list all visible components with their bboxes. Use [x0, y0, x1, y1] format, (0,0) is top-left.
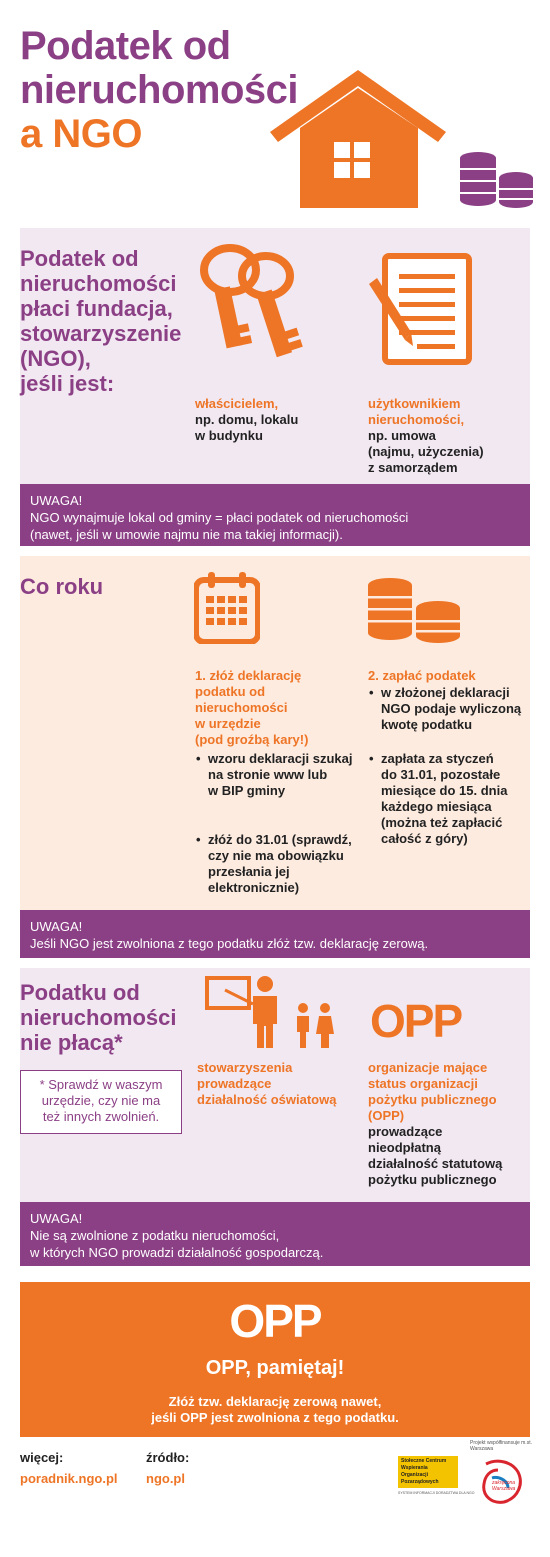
title-line-2: nieruchomości — [20, 68, 299, 112]
children-icon — [297, 1003, 334, 1048]
opp-reminder-banner — [20, 1282, 530, 1437]
more-label: więcej: — [20, 1450, 64, 1465]
section3-heading: Podatku od nieruchomości nie płacą* — [20, 980, 177, 1055]
more-link[interactable]: poradnik.ngo.pl — [20, 1471, 118, 1486]
source-label: źródło: — [146, 1450, 190, 1465]
opp-caption: organizacje mające status organizacji pożytku publicznego (OPP) prowadzące nieodpłatną działalność statutową pożytku publicznego — [368, 1060, 503, 1187]
section2-heading: Co roku — [20, 574, 104, 599]
step2-bullets-2 — [368, 751, 507, 847]
uwaga-box-3: UWAGA! Nie są zwolnione z podatku nieruchomości, w których NGO prowadzi działalność gospodarczą. — [20, 1202, 530, 1266]
warszawa-logo: zakręcona Warszawa — [478, 1458, 528, 1506]
calendar-icon — [194, 572, 260, 644]
edu-caption: stowarzyszenia prowadzące działalność oświatową — [197, 1060, 337, 1107]
step2-title: 2. zapłać podatek — [368, 668, 476, 683]
title-line-3: a NGO — [20, 112, 142, 156]
step1-bullets-2 — [195, 832, 352, 896]
section1-heading: Podatek od nieruchomości płaci fundacja, stowarzyszenie (NGO), jeśli jest: — [20, 246, 182, 396]
banner-text: Złóż tzw. deklarację zerową nawet, jeśli OPP jest zwolniona z tego podatku. — [151, 1394, 399, 1425]
banner-opp-logo: OPP — [229, 1295, 321, 1347]
list-item: • złóż do 31.01 (sprawdź, czy nie ma obowiązku przesłania jej elektronicznie) — [195, 832, 352, 896]
list-item: • wzoru deklaracji szukaj na stronie www lub w BIP gminy — [195, 751, 353, 799]
list-item: • zapłata za styczeń do 31.01, pozostałe miesiące do 15. dnia każdego miesiąca (można też zapłacić całość z góry) — [368, 751, 507, 847]
house-icon — [270, 70, 450, 210]
more-info — [20, 1450, 118, 1486]
source-link[interactable]: ngo.pl — [146, 1471, 185, 1486]
title-line-1: Podatek od — [20, 24, 231, 68]
coin-stack-icon — [366, 576, 462, 646]
keys-icon — [196, 240, 306, 375]
banner-headline: OPP, pamiętaj! — [205, 1357, 345, 1379]
step1-bullets — [195, 751, 353, 799]
uwaga-box-1: UWAGA! NGO wynajmuje lokal od gminy = płaci podatek od nieruchomości (nawet, jeśli w umowie najmu nie ma takiej informacji). — [20, 484, 530, 546]
page-title — [20, 24, 298, 156]
cofinance-note: Projekt współfinansuje m.st. Warszawa — [470, 1440, 532, 1452]
owner-caption: właścicielem, np. domu, lokalu w budynku — [195, 396, 299, 443]
source-info — [146, 1450, 189, 1486]
user-caption: użytkownikiem nieruchomości, np. umowa (najmu, użyczenia) z samorządem — [368, 396, 484, 475]
teacher-icon — [205, 974, 337, 1050]
check-office-note: * Sprawdź w waszym urzędzie, czy nie ma też innych zwolnień. — [20, 1070, 182, 1134]
step1-title: 1. złóż deklarację podatku od nieruchomości w urzędzie (pod groźbą kary!) — [195, 668, 309, 747]
contract-icon — [365, 252, 475, 367]
list-item: • w złożonej deklaracji NGO podaje wyliczoną kwotę podatku — [368, 685, 521, 733]
coins-icon — [458, 150, 534, 210]
partner-logo: Stołeczne Centrum Wspierania Organizacji Pozarządowych SYSTEM INFORMACJI DORADZTWA DLA NGO — [398, 1458, 475, 1495]
uwaga-box-2: UWAGA! Jeśli NGO jest zwolniona z tego podatku złóż tzw. deklarację zerową. — [20, 910, 530, 958]
opp-logo: OPP — [370, 995, 462, 1047]
step2-bullets — [368, 685, 521, 733]
